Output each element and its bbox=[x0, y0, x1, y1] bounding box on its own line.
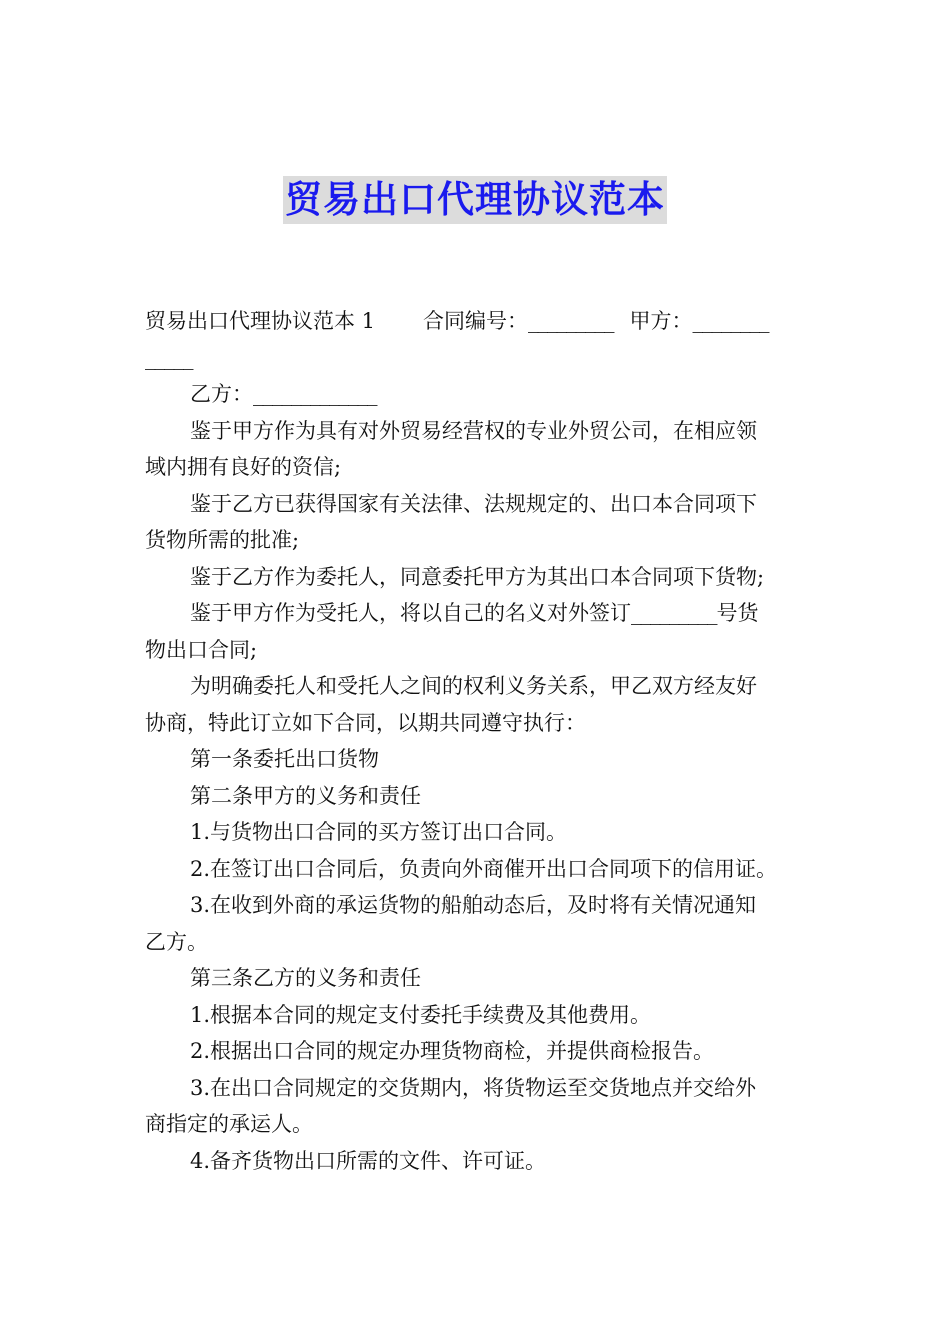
party-b-label: 乙方： bbox=[190, 382, 253, 406]
article-2-item-1: 1.与货物出口合同的买方签订出口合同。 bbox=[190, 820, 568, 844]
recital-1-line2: 域内拥有良好的资信; bbox=[145, 455, 342, 479]
article-3-item-2: 2.根据出口合同的规定办理货物商检，并提供商检报告。 bbox=[190, 1039, 715, 1063]
header-line bbox=[145, 303, 807, 340]
contract-no-field: _________ bbox=[528, 309, 614, 333]
doc-name: 贸易出口代理协议范本 1 bbox=[145, 309, 376, 333]
party-b-field: _____________ bbox=[253, 382, 377, 406]
recital-4-text-post: 号货 bbox=[716, 601, 759, 625]
title-container bbox=[0, 176, 950, 224]
contract-number-field: _________ bbox=[631, 601, 717, 625]
article-3-item-1: 1.根据本合同的规定支付委托手续费及其他费用。 bbox=[190, 1002, 652, 1027]
article-2-item-3-line2: 乙方。 bbox=[145, 929, 208, 954]
recital-4-text-pre: 鉴于甲方作为受托人，将以自己的名义对外签订 bbox=[190, 601, 631, 625]
article-2-item-2: 2.在签订出口合同后，负责向外商催开出口合同项下的信用证。 bbox=[190, 856, 778, 881]
recital-4-line1 bbox=[145, 595, 807, 632]
party-a-field: ________ bbox=[692, 309, 769, 333]
article-3-heading: 第三条乙方的义务和责任 bbox=[190, 966, 421, 990]
recital-4-line2: 物出口合同; bbox=[145, 637, 258, 662]
recital-2-line2: 货物所需的批准; bbox=[145, 528, 300, 552]
recital-3-line1: 鉴于乙方作为委托人，同意委托甲方为其出口本合同项下货物; bbox=[190, 564, 765, 589]
party-b-line bbox=[145, 376, 807, 413]
recital-5-line1: 为明确委托人和受托人之间的权利义务关系，甲乙双方经友好 bbox=[190, 674, 757, 698]
article-1-heading: 第一条委托出口货物 bbox=[190, 747, 379, 771]
party-a-field-cont: _____ bbox=[145, 345, 193, 370]
recital-5-line2: 协商，特此订立如下合同，以期共同遵守执行： bbox=[145, 710, 586, 735]
contract-no-label: 合同编号： bbox=[423, 309, 529, 333]
article-2-item-3-line1: 3.在收到外商的承运货物的船舶动态后，及时将有关情况通知 bbox=[190, 893, 757, 917]
document-body bbox=[145, 303, 807, 1179]
recital-2-line1: 鉴于乙方已获得国家有关法律、法规规定的、出口本合同项下 bbox=[190, 491, 757, 516]
recital-1-line1: 鉴于甲方作为具有对外贸易经营权的专业外贸公司，在相应领 bbox=[190, 418, 757, 443]
article-2-heading: 第二条甲方的义务和责任 bbox=[190, 783, 421, 808]
party-a-label: 甲方： bbox=[629, 309, 693, 333]
article-3-item-3-line2: 商指定的承运人。 bbox=[145, 1112, 313, 1136]
article-3-item-4: 4.备齐货物出口所需的文件、许可证。 bbox=[190, 1148, 547, 1173]
document-title: 贸易出口代理协议范本 bbox=[283, 176, 667, 224]
article-3-item-3-line1: 3.在出口合同规定的交货期内，将货物运至交货地点并交给外 bbox=[190, 1075, 757, 1100]
